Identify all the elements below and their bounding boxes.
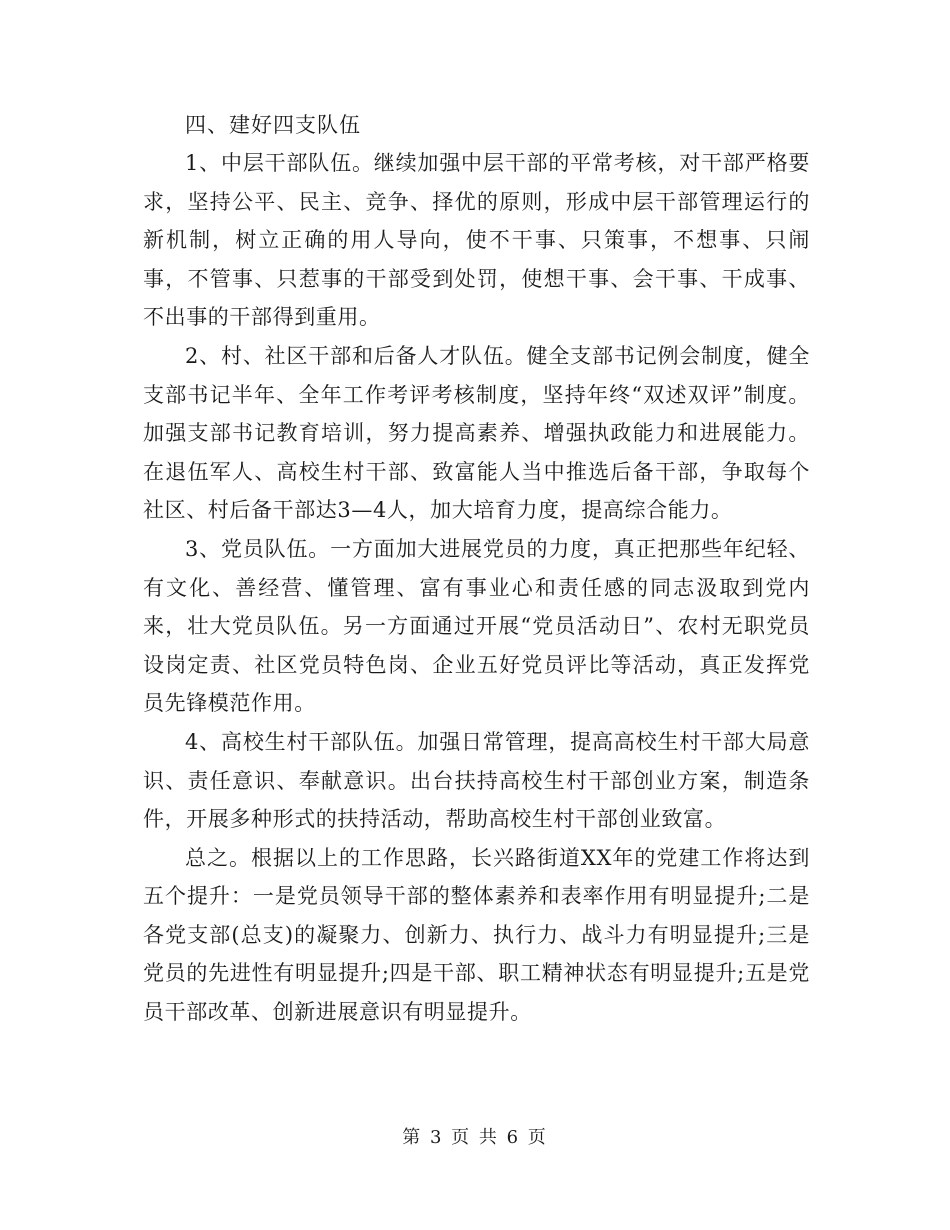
paragraph-summary: 总之。根据以上的工作思路，长兴路街道XX年的党建工作将达到五个提升：一是党员领导干部的整体素养和表率作用有明显提升;二是各党支部(总支)的凝聚力、创新力、执行力、战斗力有明显提升;三是党员的先进性有明显提升;四是干部、职工精神状态有明显提升;五是党员干部改革、创新进展意识有明显提升。: [143, 845, 810, 1025]
paragraph-college-village-cadres: 4、高校生村干部队伍。加强日常管理，提高高校生村干部大局意识、责任意识、奉献意识。出台扶持高校生村干部创业方案，制造条件，开展多种形式的扶持活动，帮助高校生村干部创业致富。: [143, 729, 810, 832]
paragraph-party-members: 3、党员队伍。一方面加大进展党员的力度，真正把那些年纪轻、有文化、善经营、懂管理、富有事业心和责任感的同志汲取到党内来，壮大党员队伍。另一方面通过开展“党员活动日”、农村无职党员设岗定责、社区党员特色岗、企业五好党员评比等活动，真正发挥党员先锋模范作用。: [143, 536, 810, 716]
paragraph-village-cadres: 2、村、社区干部和后备人才队伍。健全支部书记例会制度，健全支部书记半年、全年工作考评考核制度，坚持年终“双述双评”制度。加强支部书记教育培训，努力提高素养、增强执政能力和进展能力。在退伍军人、高校生村干部、致富能人当中推选后备干部，争取每个社区、村后备干部达3—4人，加大培育力度，提高综合能力。: [143, 343, 810, 523]
section-heading: 四、建好四支队伍: [185, 113, 361, 137]
page-number-footer: 第 3 页 共 6 页: [402, 1127, 548, 1148]
document-body: [143, 106, 810, 1032]
paragraph-middle-cadres: 1、中层干部队伍。继续加强中层干部的平常考核，对干部严格要求，坚持公平、民主、竞争、择优的原则，形成中层干部管理运行的新机制，树立正确的用人导向，使不干事、只策事，不想事、只闹事，不管事、只惹事的干部受到处罚，使想干事、会干事、干成事、不出事的干部得到重用。: [143, 151, 810, 330]
